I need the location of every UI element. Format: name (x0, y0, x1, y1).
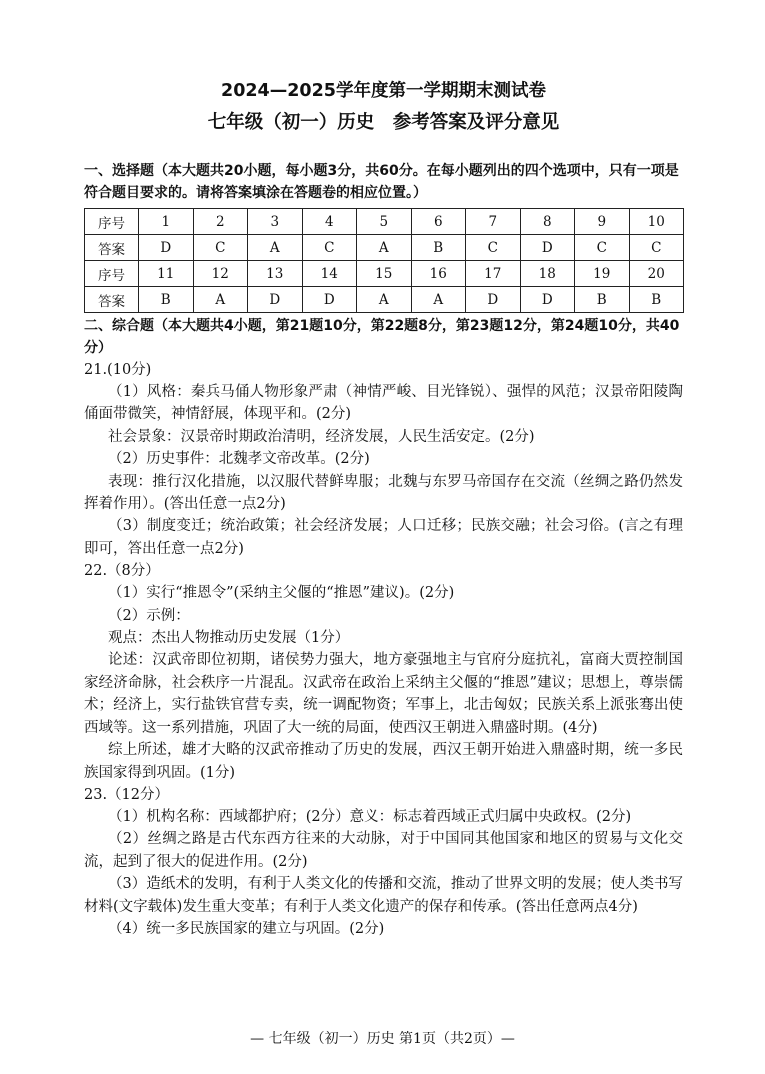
table-cell-answer: A (248, 235, 303, 261)
q23-paragraph: （3）造纸术的发明，有利于人类文化的传播和交流，推动了世界文明的发展；使人类书写材料(文字载体)发生重大变革；有利于人类文化遗产的保存和传承。(答出任意两点4分) (84, 876, 683, 915)
table-cell-number: 2 (193, 209, 248, 235)
question-23-label: 23.（12分） (84, 786, 170, 803)
q21-paragraph: （2）历史事件：北魏孝文帝改革。(2分) (108, 451, 370, 468)
table-cell-number: 14 (302, 261, 357, 287)
table-cell-number: 11 (139, 261, 194, 287)
q22-paragraph: 综上所述，雄才大略的汉武帝推动了历史的发展，西汉王朝开始进入鼎盛时期，统一多民族国家得到巩固。(1分) (84, 742, 683, 781)
table-cell-answer: B (411, 235, 466, 261)
table-cell-answer: D (520, 287, 575, 313)
answer-table (84, 208, 684, 313)
table-cell-answer: B (629, 287, 684, 313)
table-cell-answer: A (193, 287, 248, 313)
table-cell-answer: B (139, 287, 194, 313)
q21-paragraph: （1）风格：秦兵马俑人物形象严肃（神情严峻、目光锋锐）、强悍的风范；汉景帝阳陵陶俑面带微笑，神情舒展，体现平和。(2分) (84, 384, 683, 423)
q21-paragraph: 表现：推行汉化措施，以汉服代替鲜卑服；北魏与东罗马帝国存在交流（丝绸之路仍然发挥着作用）。(答出任意一点2分) (84, 473, 683, 513)
table-row-numbers-1 (85, 209, 684, 235)
table-cell-number: 17 (466, 261, 521, 287)
table-cell-number: 12 (193, 261, 248, 287)
table-cell-number: 1 (139, 209, 194, 235)
q22-paragraph: 观点：杰出人物推动历史发展（1分） (108, 630, 350, 647)
table-row-answers-2 (85, 287, 684, 313)
q22-paragraph: （2）示例： (108, 607, 190, 624)
q23-paragraph: （2）丝绸之路是古代东西方往来的大动脉，对于中国同其他国家和地区的贸易与文化交流，起到了很大的促进作用。(2分) (84, 831, 683, 870)
table-cell-number: 5 (357, 209, 412, 235)
question-22-label: 22.（8分） (84, 563, 160, 580)
table-cell-answer: D (520, 235, 575, 261)
table-cell-number: 4 (302, 209, 357, 235)
table-row-answers-1 (85, 235, 684, 261)
exam-title: 2024—2025学年度第一学期期末测试卷 (221, 81, 546, 101)
table-cell-number: 13 (248, 261, 303, 287)
q22-paragraph: （1）实行“推恩令”(采纳主父偃的“推恩”建议)。(2分) (108, 585, 455, 602)
table-row-numbers-2 (85, 261, 684, 287)
table-cell-answer: D (302, 287, 357, 313)
table-cell-number: 10 (629, 209, 684, 235)
section2-heading: 二、综合题（本大题共4小题，第21题10分，第22题8分，第23题12分，第24题10分，共40分） (84, 318, 680, 356)
q22-paragraph: 论述：汉武帝即位初期，诸侯势力强大，地方豪强地主与官府分庭抗礼，富商大贾控制国家经济命脉，社会秩序一片混乱。汉武帝在政治上采纳主父偃的“推恩”建议；思想上，尊崇儒术；经济上，实行盐铁官营专卖，统一调配物资；军事上，北击匈奴；民族关系上派张骞出使西域等。这一系列措施，巩固了大一统的局面，使西汉王朝进入鼎盛时期。(4分) (84, 652, 683, 736)
table-cell-answer: C (193, 235, 248, 261)
table-cell-number: 19 (575, 261, 630, 287)
table-cell-number: 18 (520, 261, 575, 287)
question-21-label: 21.(10分) (84, 362, 152, 378)
table-cell-answer: D (248, 287, 303, 313)
table-cell-number: 20 (629, 261, 684, 287)
table-cell-answer: A (357, 235, 412, 261)
table-cell-number: 8 (520, 209, 575, 235)
table-cell-number: 16 (411, 261, 466, 287)
table-cell-answer: A (357, 287, 412, 313)
table-cell-answer: A (411, 287, 466, 313)
section1-heading: 一、选择题（本大题共20小题，每小题3分，共60分。在每小题列出的四个选项中，只有一项是符合题目要求的。请将答案填涂在答题卷的相应位置。） (84, 163, 679, 201)
table-cell-answer: C (302, 235, 357, 261)
table-cell-number: 3 (248, 209, 303, 235)
table-cell-label: 序号 (85, 261, 139, 287)
table-cell-number: 15 (357, 261, 412, 287)
exam-subtitle: 七年级（初一）历史 参考答案及评分意见 (207, 112, 560, 133)
table-cell-number: 6 (411, 209, 466, 235)
table-cell-answer: D (466, 287, 521, 313)
q23-paragraph: （4）统一多民族国家的建立与巩固。(2分) (108, 920, 385, 937)
table-cell-number: 9 (575, 209, 630, 235)
table-cell-answer: C (466, 235, 521, 261)
q21-paragraph: （3）制度变迁；统治政策；社会经济发展；人口迁移；民族交融；社会习俗。(言之有理即可，答出任意一点2分) (84, 518, 683, 557)
table-cell-answer: C (575, 235, 630, 261)
table-cell-number: 7 (466, 209, 521, 235)
table-cell-answer: D (139, 235, 194, 261)
table-cell-label: 答案 (85, 287, 139, 313)
table-cell-answer: B (575, 287, 630, 313)
page-footer: — 七年级（初一）历史 第1页（共2页）— (250, 1031, 515, 1047)
table-cell-label: 答案 (85, 235, 139, 261)
table-cell-answer: C (629, 235, 684, 261)
table-cell-label: 序号 (85, 209, 139, 235)
q23-paragraph: （1）机构名称：西域都护府；(2分）意义：标志着西域正式归属中央政权。(2分) (108, 808, 632, 825)
q21-paragraph: 社会景象：汉景帝时期政治清明，经济发展，人民生活安定。(2分) (108, 428, 535, 445)
